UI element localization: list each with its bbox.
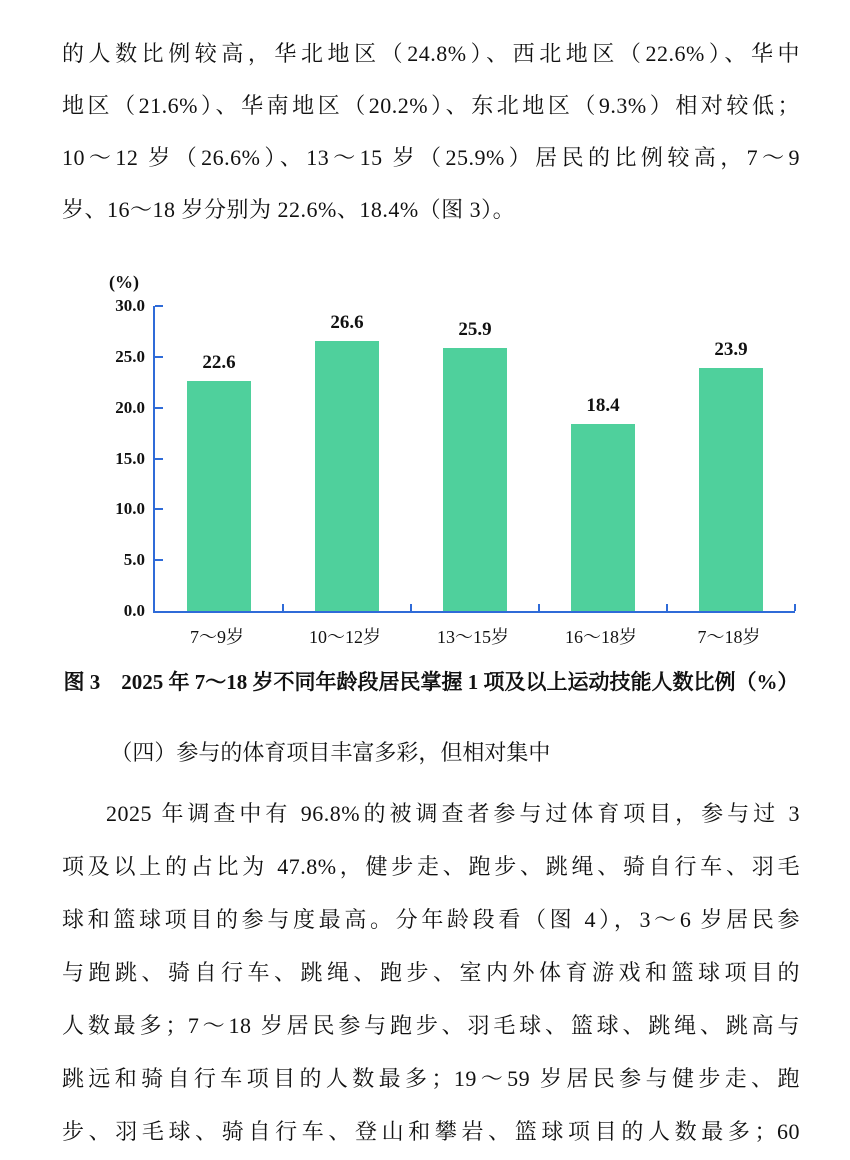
y-tick-label: 5.0: [123, 550, 145, 570]
body-line: 10～12 岁（26.6%）、13～15 岁（25.9%）居民的比例较高，7～9: [62, 145, 800, 170]
chart-bars: [155, 306, 795, 611]
y-tick-label: 25.0: [115, 346, 145, 366]
x-category-label: 7～9岁: [190, 627, 244, 647]
body-line: 地区（21.6%）、华南地区（20.2%）、东北地区（9.3%）相对较低；: [62, 93, 800, 118]
bar-value-label: 22.6: [202, 352, 236, 374]
x-category-label: 10～12岁: [309, 627, 381, 647]
x-tick-mark: [410, 604, 412, 611]
x-tick-mark: [794, 604, 796, 611]
x-category-label: 7～18岁: [697, 627, 761, 647]
y-tick-label: 20.0: [115, 397, 145, 417]
x-tick-mark: [666, 604, 668, 611]
y-tick-mark: [155, 407, 163, 409]
bar-slot: [667, 306, 795, 611]
bar: [187, 381, 251, 611]
body-line: 人数最多；7～18 岁居民参与跑步、羽毛球、篮球、跳绳、跳高与: [62, 1013, 800, 1038]
bar: [571, 424, 635, 611]
body-line: 2025 年调查中有 96.8%的被调查者参与过体育项目，参与过 3: [106, 801, 800, 826]
y-tick-label: 0.0: [123, 601, 145, 620]
bar: [699, 368, 763, 611]
y-tick-label: 30.0: [115, 296, 145, 315]
bar: [315, 341, 379, 611]
y-tick-mark: [155, 305, 163, 307]
body-line: 的人数比例较高，华北地区（24.8%）、西北地区（22.6%）、华中: [62, 41, 800, 66]
x-category-label: 16～18岁: [565, 627, 637, 647]
figure-3-bar-chart: [95, 266, 795, 653]
y-tick-mark: [155, 458, 163, 460]
figure-3-caption: 图 3 2025 年 7～18 岁不同年龄段居民掌握 1 项及以上运动技能人数比例（%）: [63, 670, 799, 694]
bar-value-label: 26.6: [330, 311, 364, 333]
section-heading: （四）参与的体育项目丰富多彩，但相对集中: [110, 740, 551, 765]
body-line: 与跑跳、骑自行车、跳绳、跑步、室内外体育游戏和篮球项目的: [62, 960, 800, 985]
bar-slot: [155, 306, 283, 611]
y-axis-unit-label: (%): [109, 272, 139, 292]
paragraph-regions-ages: [62, 28, 800, 236]
body-line: 步、羽毛球、骑自行车、登山和攀岩、篮球项目的人数最多；60: [62, 1119, 800, 1144]
chart-x-axis-labels: [153, 613, 793, 653]
y-tick-label: 15.0: [115, 448, 145, 468]
bar-value-label: 18.4: [586, 394, 620, 416]
x-tick-mark: [282, 604, 284, 611]
y-tick-mark: [155, 356, 163, 358]
x-category-label: 13～15岁: [437, 627, 509, 647]
bar-slot: [283, 306, 411, 611]
body-line: 项及以上的占比为 47.8%，健步走、跑步、跳绳、骑自行车、羽毛: [62, 854, 800, 879]
bar-slot: [539, 306, 667, 611]
body-line: 跳远和骑自行车项目的人数最多；19～59 岁居民参与健步走、跑: [62, 1066, 800, 1091]
y-tick-label: 10.0: [115, 499, 145, 519]
bar-slot: [411, 306, 539, 611]
bar-value-label: 25.9: [458, 318, 492, 340]
bar-value-label: 23.9: [714, 339, 748, 361]
x-tick-mark: [538, 604, 540, 611]
bar: [443, 348, 507, 611]
body-line: 岁、16～18 岁分别为 22.6%、18.4%（图 3）。: [62, 197, 516, 222]
body-line: 球和篮球项目的参与度最高。分年龄段看（图 4），3～6 岁居民参: [62, 907, 800, 932]
paragraph-sports-participation: [62, 787, 800, 1158]
y-tick-mark: [155, 559, 163, 561]
chart-plot: [115, 296, 795, 620]
y-tick-mark: [155, 508, 163, 510]
